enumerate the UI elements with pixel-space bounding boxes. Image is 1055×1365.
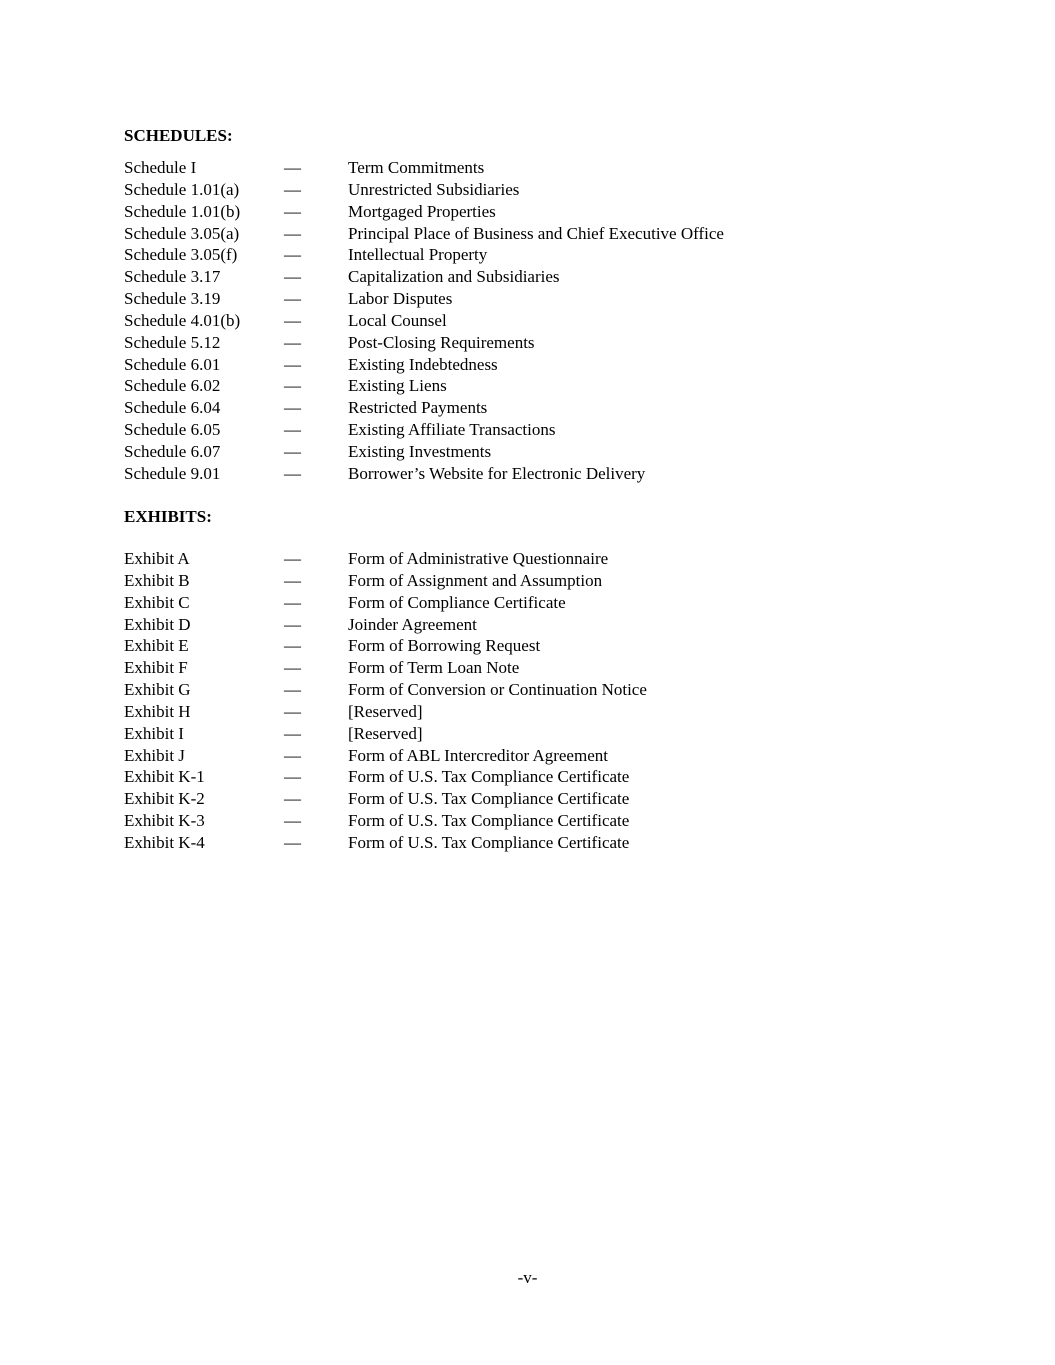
exhibit-description: Joinder Agreement: [348, 614, 477, 634]
schedule-label: Schedule 5.12: [124, 332, 221, 352]
exhibit-description: Form of Administrative Questionnaire: [348, 549, 609, 568]
schedule-dash: —: [284, 223, 301, 243]
schedule-dash: —: [284, 179, 301, 199]
exhibit-description: Form of Compliance Certificate: [348, 592, 566, 612]
exhibit-description: [Reserved]: [348, 701, 423, 721]
exhibit-label: Exhibit F: [124, 658, 188, 678]
schedule-label: Schedule 6.05: [124, 420, 221, 440]
exhibit-dash: —: [284, 723, 301, 743]
exhibit-label: Exhibit J: [124, 745, 185, 765]
schedule-description: Labor Disputes: [348, 289, 453, 309]
exhibit-description: Form of Borrowing Request: [348, 636, 541, 656]
schedule-description: Restricted Payments: [348, 398, 488, 418]
exhibit-dash: —: [284, 636, 301, 656]
exhibit-description: Form of Assignment and Assumption: [348, 570, 603, 590]
schedule-description: Existing Liens: [348, 376, 447, 396]
exhibit-label: Exhibit K-2: [124, 789, 205, 809]
exhibit-dash: —: [284, 832, 301, 852]
exhibit-label: Exhibit C: [124, 592, 190, 612]
exhibit-dash: —: [284, 549, 301, 568]
exhibit-description: [Reserved]: [348, 723, 423, 743]
schedule-description: Principal Place of Business and Chief Executive Office: [348, 223, 724, 243]
exhibit-dash: —: [284, 811, 301, 831]
schedule-dash: —: [284, 332, 301, 352]
schedule-label: Schedule 1.01(b): [124, 201, 241, 221]
schedule-description: Intellectual Property: [348, 245, 488, 265]
exhibit-dash: —: [284, 789, 301, 809]
schedule-label: Schedule 3.05(a): [124, 223, 240, 243]
exhibit-dash: —: [284, 592, 301, 612]
schedule-dash: —: [284, 289, 301, 309]
schedule-label: Schedule 3.19: [124, 289, 221, 309]
schedule-label: Schedule 6.01: [124, 354, 221, 374]
exhibit-label: Exhibit H: [124, 701, 191, 721]
schedule-dash: —: [284, 267, 301, 287]
schedule-description: Existing Indebtedness: [348, 354, 498, 374]
exhibit-dash: —: [284, 767, 301, 787]
schedule-dash: —: [284, 420, 301, 440]
exhibits-heading: EXHIBITS:: [124, 507, 212, 526]
schedule-label: Schedule 6.02: [124, 376, 221, 396]
schedule-dash: —: [284, 201, 301, 221]
exhibit-dash: —: [284, 614, 301, 634]
exhibit-description: Form of U.S. Tax Compliance Certificate: [348, 789, 630, 809]
exhibit-dash: —: [284, 658, 301, 678]
exhibit-dash: —: [284, 701, 301, 721]
schedule-dash: —: [284, 376, 301, 396]
schedule-label: Schedule I: [124, 158, 197, 177]
schedule-description: Existing Affiliate Transactions: [348, 420, 556, 440]
schedule-description: Local Counsel: [348, 310, 447, 330]
exhibit-dash: —: [284, 680, 301, 700]
exhibit-label: Exhibit K-4: [124, 832, 205, 852]
schedule-dash: —: [284, 245, 301, 265]
schedule-dash: —: [284, 354, 301, 374]
page-number: -v-: [517, 1268, 538, 1287]
schedule-description: Borrower’s Website for Electronic Delivery: [348, 463, 646, 483]
exhibit-description: Form of Term Loan Note: [348, 658, 520, 678]
schedule-dash: —: [284, 310, 301, 330]
schedule-label: Schedule 6.07: [124, 441, 221, 461]
exhibit-label: Exhibit E: [124, 636, 189, 656]
schedule-description: Mortgaged Properties: [348, 201, 496, 221]
exhibit-dash: —: [284, 745, 301, 765]
schedule-description: Post-Closing Requirements: [348, 332, 535, 352]
schedule-description: Term Commitments: [348, 158, 485, 177]
exhibit-label: Exhibit K-1: [124, 767, 205, 787]
schedule-dash: —: [284, 398, 301, 418]
exhibit-description: Form of ABL Intercreditor Agreement: [348, 745, 608, 765]
schedule-description: Existing Investments: [348, 441, 492, 461]
schedule-label: Schedule 3.05(f): [124, 245, 238, 265]
schedule-dash: —: [284, 158, 301, 177]
exhibit-description: Form of U.S. Tax Compliance Certificate: [348, 811, 630, 831]
schedule-dash: —: [284, 463, 301, 483]
schedule-label: Schedule 6.04: [124, 398, 221, 418]
exhibit-label: Exhibit I: [124, 723, 184, 743]
exhibit-label: Exhibit K-3: [124, 811, 205, 831]
exhibit-dash: —: [284, 570, 301, 590]
exhibit-description: Form of Conversion or Continuation Notice: [348, 680, 647, 700]
exhibit-label: Exhibit D: [124, 614, 191, 634]
schedule-label: Schedule 9.01: [124, 463, 221, 483]
schedule-dash: —: [284, 441, 301, 461]
exhibit-description: Form of U.S. Tax Compliance Certificate: [348, 767, 630, 787]
exhibit-description: Form of U.S. Tax Compliance Certificate: [348, 832, 630, 852]
exhibit-label: Exhibit A: [124, 549, 190, 568]
exhibit-label: Exhibit G: [124, 680, 191, 700]
schedule-description: Unrestricted Subsidiaries: [348, 179, 520, 199]
exhibit-label: Exhibit B: [124, 570, 190, 590]
schedule-label: Schedule 3.17: [124, 267, 221, 287]
schedules-heading: SCHEDULES:: [124, 126, 233, 145]
schedule-label: Schedule 1.01(a): [124, 179, 240, 199]
schedule-description: Capitalization and Subsidiaries: [348, 267, 560, 287]
schedule-label: Schedule 4.01(b): [124, 310, 241, 330]
